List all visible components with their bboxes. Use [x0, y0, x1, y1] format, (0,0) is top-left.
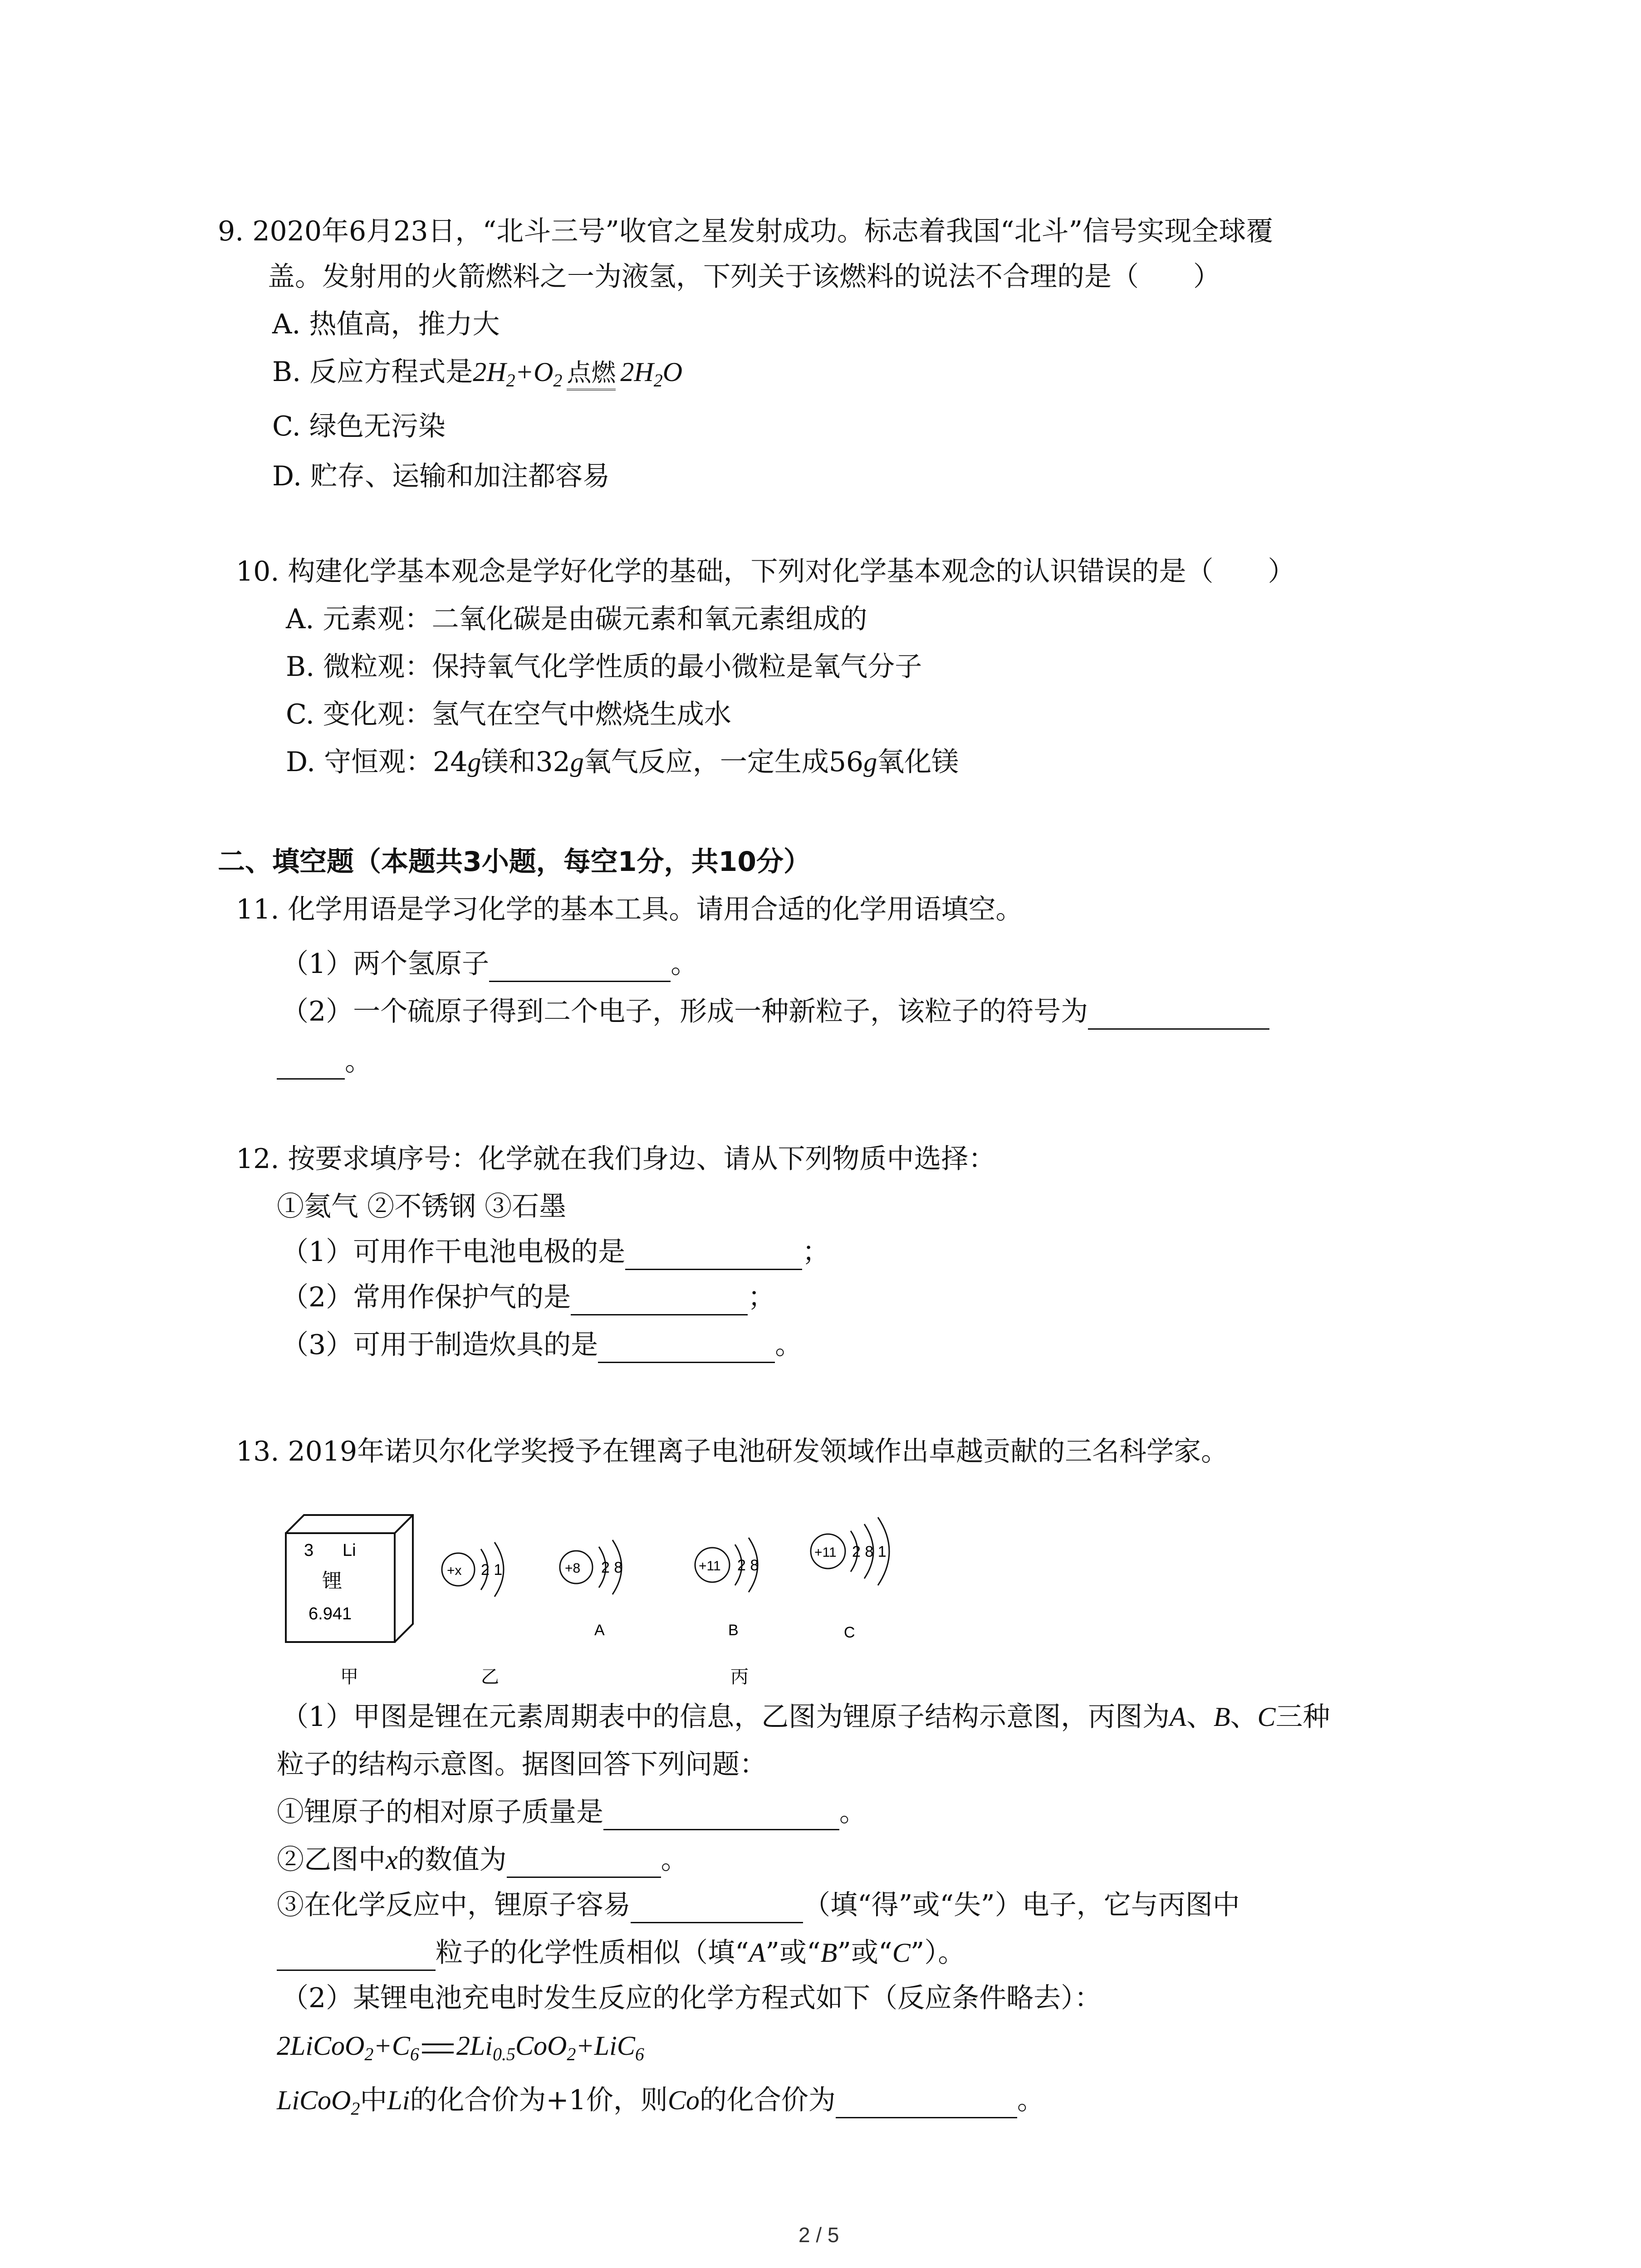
q9-option-b	[272, 354, 682, 391]
q13-item3-end: ”）。	[910, 1937, 965, 1969]
q9-option-b-prefix: B. 反应方程式是	[272, 356, 473, 388]
q13-item3-line1	[277, 1887, 1240, 1923]
q12-sub3-end: 。	[775, 1329, 803, 1361]
q9-stem-line2: 盖。发射用的火箭燃料之一为液氢，下列关于该燃料的说法不合理的是（ ）	[268, 261, 1220, 293]
q13-item3-sep1: ”或“	[765, 1937, 821, 1969]
q11-sub2-text: （2）一个硫原子得到二个电子，形成一种新粒子，该粒子的符号为	[281, 996, 1088, 1027]
q13-part1-text: （1）甲图是锂在元素周期表中的信息，乙图为锂原子结构示意图，丙图为	[281, 1701, 1170, 1733]
q13-particle-a: A	[1170, 1702, 1186, 1732]
q9-option-a: A. 热值高，推力大	[272, 308, 500, 340]
q13-item3-blank-b[interactable]	[277, 1941, 436, 1971]
figure-svg	[281, 1497, 962, 1687]
q13-item1-blank[interactable]	[603, 1801, 839, 1830]
q10-option-d-part4: 氧化镁	[877, 746, 959, 778]
q11-sub1-text: （1）两个氢原子	[281, 948, 490, 980]
q12-sub3	[281, 1327, 802, 1363]
q11-sub2-blank-a[interactable]	[1088, 1000, 1269, 1030]
q11-sub1	[281, 946, 698, 982]
atom-structure-figure	[281, 1497, 962, 1687]
q11-sub1-end: 。	[671, 948, 698, 980]
q13-item1-text: ①锂原子的相对原子质量是	[277, 1796, 603, 1828]
q11-stem: 11. 化学用语是学习化学的基本工具。请用合适的化学用语填空。	[236, 894, 1023, 925]
caption-yi: 乙	[481, 1667, 499, 1687]
q10-option-c: C. 变化观：氢气在空气中燃烧生成水	[286, 699, 731, 730]
q13-item2-blank[interactable]	[507, 1848, 661, 1878]
atom-b-shells: 2 8	[737, 1557, 759, 1574]
q12-stem: 12. 按要求填序号：化学就在我们身边、请从下列物质中选择：	[236, 1143, 996, 1175]
q11-sub2	[281, 993, 1269, 1030]
q12-sub1-text: （1）可用作干电池电极的是	[281, 1236, 626, 1268]
q13-particle-c: C	[1257, 1702, 1276, 1732]
q11-sub2-cont	[277, 1043, 372, 1080]
q9-reaction-condition: 点燃	[567, 357, 616, 391]
q12-sub2-text: （2）常用作保护气的是	[281, 1281, 571, 1313]
section-heading: 二、填空题（本题共3小题，每空1分，共10分）	[218, 846, 811, 878]
q12-sub2	[281, 1279, 775, 1315]
q13-item3-blank-a[interactable]	[631, 1894, 803, 1923]
q13-last-text1: 中	[360, 2084, 387, 2116]
caption-jia: 甲	[340, 1667, 358, 1687]
q13-equation: $2LiCoO_2+C_6$ $2Li_{0.5}CoO_2+LiC_6$	[277, 2031, 644, 2064]
q9-equation-left: $2H_2+O_2$	[473, 357, 563, 391]
q13-part2: （2）某锂电池充电时发生反应的化学方程式如下（反应条件略去）：	[281, 1982, 1102, 2014]
q13-last-text2: 的化合价为+1价，则	[410, 2084, 668, 2116]
q13-item1	[277, 1794, 867, 1830]
q12-sub3-blank[interactable]	[598, 1334, 775, 1363]
q10-stem: 10. 构建化学基本观念是学好化学的基础，下列对化学基本观念的认识错误的是（ ）	[236, 556, 1295, 587]
q13-item3-text: ③在化学反应中，锂原子容易	[277, 1889, 631, 1921]
q10-option-d-part2: 镁和32	[481, 746, 570, 778]
q13-symbol-li: Li	[387, 2085, 410, 2115]
q13-last-end: 。	[1017, 2084, 1044, 2116]
equals-sign	[422, 2043, 454, 2053]
q13-item3-a: A	[749, 1938, 766, 1968]
q12-sub1-blank[interactable]	[625, 1241, 802, 1270]
atom-yi-shells: 2 1	[481, 1561, 503, 1579]
q13-item1-end: 。	[839, 1796, 867, 1828]
atom-yi-nucleus: +x	[447, 1563, 462, 1578]
licoo2-formula: LiCoO$_2$	[277, 2085, 360, 2119]
q10-option-d-part3: 氧气反应，一定生成56	[583, 746, 864, 778]
q10-option-b: B. 微粒观：保持氧气化学性质的最小微粒是氧气分子	[286, 651, 922, 683]
q13-stem: 13. 2019年诺贝尔化学奖授予在锂离子电池研发领域作出卓越贡献的三名科学家。	[236, 1436, 1229, 1467]
q13-item3-line2	[277, 1935, 965, 1971]
atom-c-shells: 2 8 1	[852, 1543, 887, 1560]
q13-item3-b: B	[820, 1938, 838, 1968]
q13-variable-x: x	[386, 1845, 398, 1875]
q13-sep2: 、	[1230, 1701, 1258, 1733]
q12-sub3-text: （3）可用于制造炊具的是	[281, 1329, 598, 1361]
q13-last-line	[277, 2082, 1044, 2118]
q13-item3-text2: （填“得”或“失”）电子，它与丙图中	[803, 1889, 1240, 1921]
q13-item3-c: C	[892, 1938, 911, 1968]
q10-unit-g3: g	[863, 747, 877, 777]
q9-option-c: C. 绿色无污染	[272, 411, 446, 442]
q13-item2-text2: 的数值为	[397, 1844, 507, 1876]
q13-item2	[277, 1842, 688, 1878]
q10-unit-g1: g	[467, 747, 481, 777]
q10-unit-g2: g	[570, 747, 584, 777]
q11-sub2-end: 。	[345, 1046, 372, 1077]
q11-sub2-blank-b[interactable]	[277, 1050, 345, 1080]
q13-symbol-co: Co	[667, 2085, 700, 2115]
q13-item3-text3: 粒子的化学性质相似（填“	[436, 1937, 749, 1969]
q13-item2-text: ②乙图中	[277, 1844, 386, 1876]
q12-sub1	[281, 1234, 829, 1270]
q11-sub1-blank[interactable]	[489, 953, 671, 982]
atom-a-nucleus: +8	[565, 1561, 581, 1576]
q13-item2-end: 。	[661, 1844, 688, 1876]
q10-option-d-part1: D. 守恒观：24	[286, 746, 468, 778]
q9-equation-right: $2H_2O$	[620, 357, 683, 391]
atom-a-shells: 2 8	[601, 1559, 623, 1576]
caption-bing: 丙	[730, 1667, 749, 1687]
q13-part1-line2: 粒子的结构示意图。据图回答下列问题：	[277, 1749, 767, 1780]
q13-sep1: 、	[1186, 1701, 1214, 1733]
q13-part1-text-end: 三种	[1275, 1701, 1330, 1733]
element-number: 3	[304, 1541, 314, 1560]
q13-last-blank[interactable]	[836, 2089, 1017, 2118]
q13-particle-b: B	[1213, 1702, 1230, 1732]
q10-option-d	[286, 744, 959, 780]
atomic-mass: 6.941	[309, 1604, 352, 1623]
element-symbol: Li	[343, 1541, 356, 1560]
atom-a-label: A	[594, 1622, 605, 1639]
q12-sub2-end: ；	[748, 1281, 775, 1313]
q9-stem-line1: 9. 2020年6月23日，“北斗三号”收官之星发射成功。标志着我国“北斗”信号实现全球覆	[218, 215, 1274, 247]
q12-choices: ①氦气 ②不锈钢 ③石墨	[277, 1191, 567, 1222]
q10-option-a: A. 元素观：二氧化碳是由碳元素和氧元素组成的	[286, 603, 867, 635]
atom-b-label: B	[728, 1622, 739, 1639]
q9-option-d: D. 贮存、运输和加注都容易	[272, 460, 610, 492]
atom-c-label: C	[844, 1624, 855, 1641]
q13-item3-sep2: ”或“	[837, 1937, 892, 1969]
q13-part1-line1	[281, 1699, 1330, 1735]
q12-sub2-blank[interactable]	[571, 1286, 748, 1315]
q12-sub1-end: ；	[802, 1236, 830, 1268]
element-name: 锂	[322, 1569, 342, 1593]
page-number: 2 / 5	[798, 2223, 839, 2247]
atom-b-nucleus: +11	[699, 1559, 721, 1574]
q13-last-text3: 的化合价为	[699, 2084, 836, 2116]
atom-c-nucleus: +11	[814, 1545, 837, 1560]
